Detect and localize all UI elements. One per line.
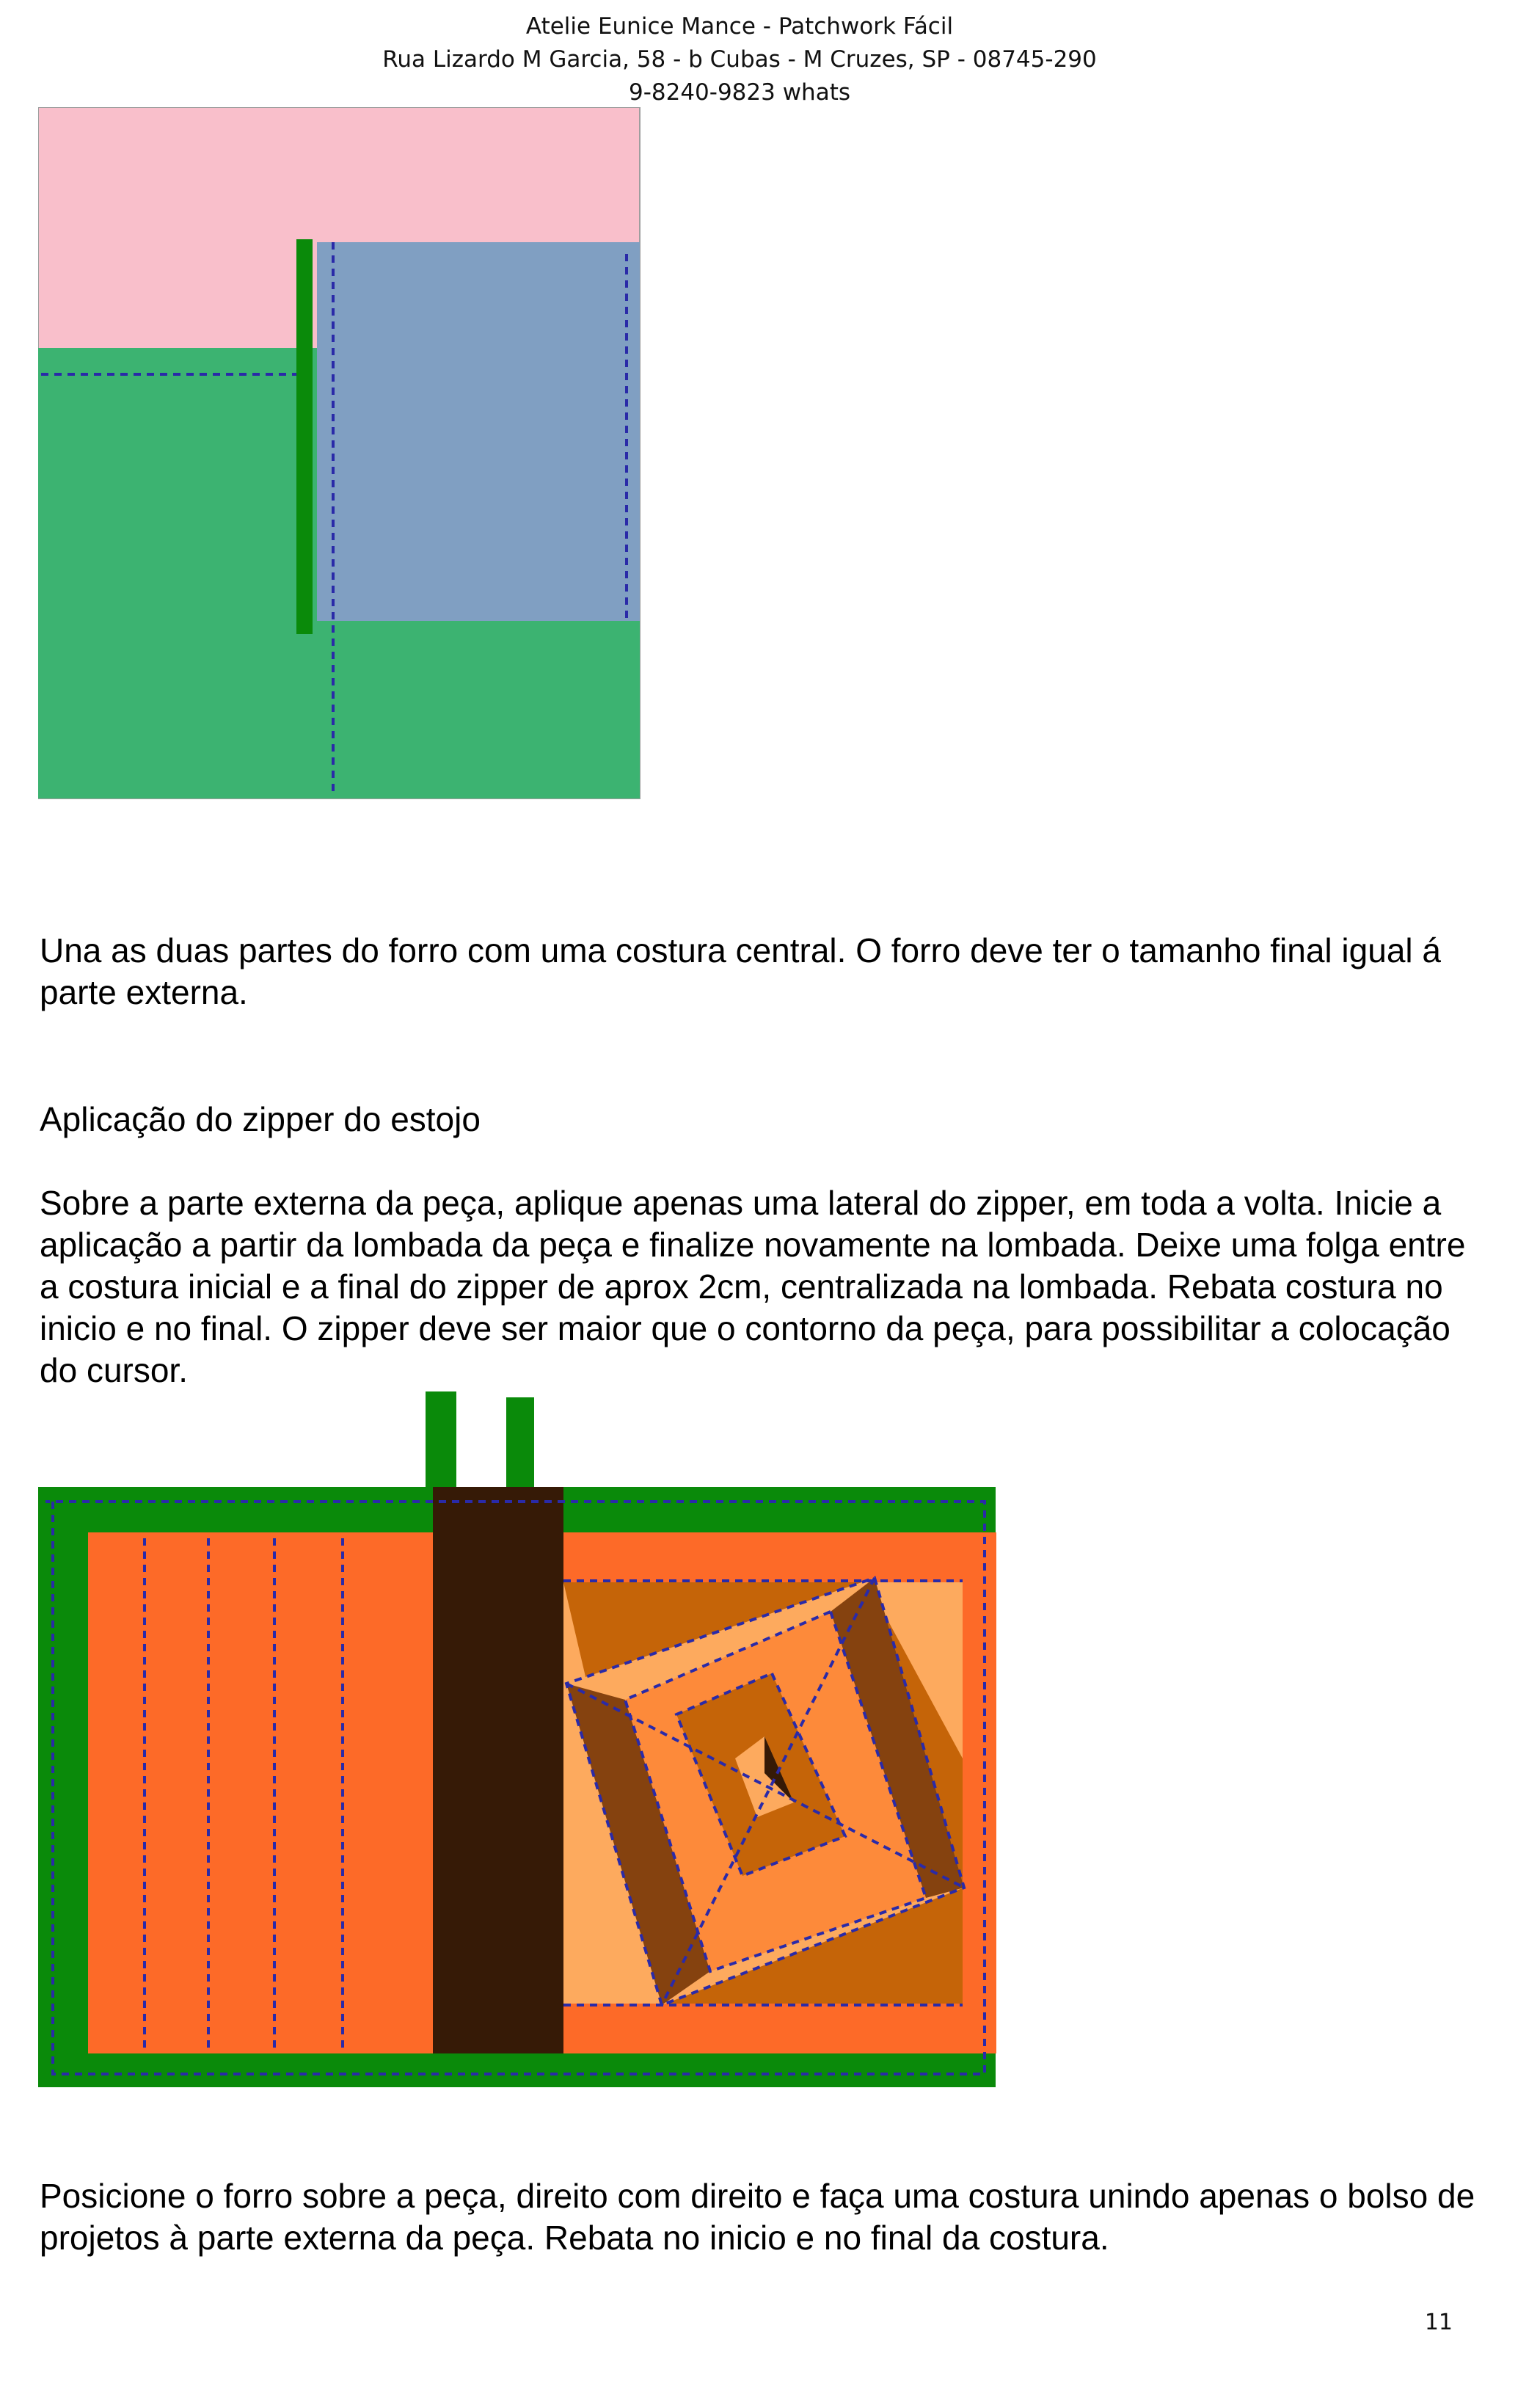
section-heading-zipper: Aplicação do zipper do estojo [40,1100,481,1138]
header-address: Rua Lizardo M Garcia, 58 - b Cubas - M Cruzes, SP - 08745-290 [382,46,1097,73]
blue-fabric [317,242,640,621]
paragraph-zipper: Sobre a parte externa da peça, aplique apenas uma lateral do zipper, em toda a volta. Inicie a aplicação a partir da lombada da peça e finalize novamente na lombada. Deixe uma folga entre a costura inicial e a final do zipper de aprox 2cm, centralizada na lombada. Rebata costura no inicio e no final. O zipper deve ser maior que o contorno da peça, para possibilitar a colocação do cursor. [40,1184,1466,1389]
zipper-illustration [38,1391,999,2096]
header-title: Atelie Eunice Mance - Patchwork Fácil [525,13,954,40]
green-fabric-bottom [38,621,640,798]
lining-illustration [38,107,644,801]
paragraph-lining: Una as duas partes do forro com uma costura central. O forro deve ter o tamanho final igual á parte externa. [40,931,1441,1011]
paragraph-lining-position: Posicione o forro sobre a peça, direito com direito e faça uma costura unindo apenas o bolso de projetos à parte externa da peça. Rebata no inicio e no final da costura. [40,2177,1475,2257]
zipper-strip [296,239,313,634]
page-header [0,10,1479,109]
spine-strip [433,1487,563,2053]
header-phone: 9-8240-9823 whats [628,79,851,106]
page-number: 11 [1424,2310,1453,2335]
